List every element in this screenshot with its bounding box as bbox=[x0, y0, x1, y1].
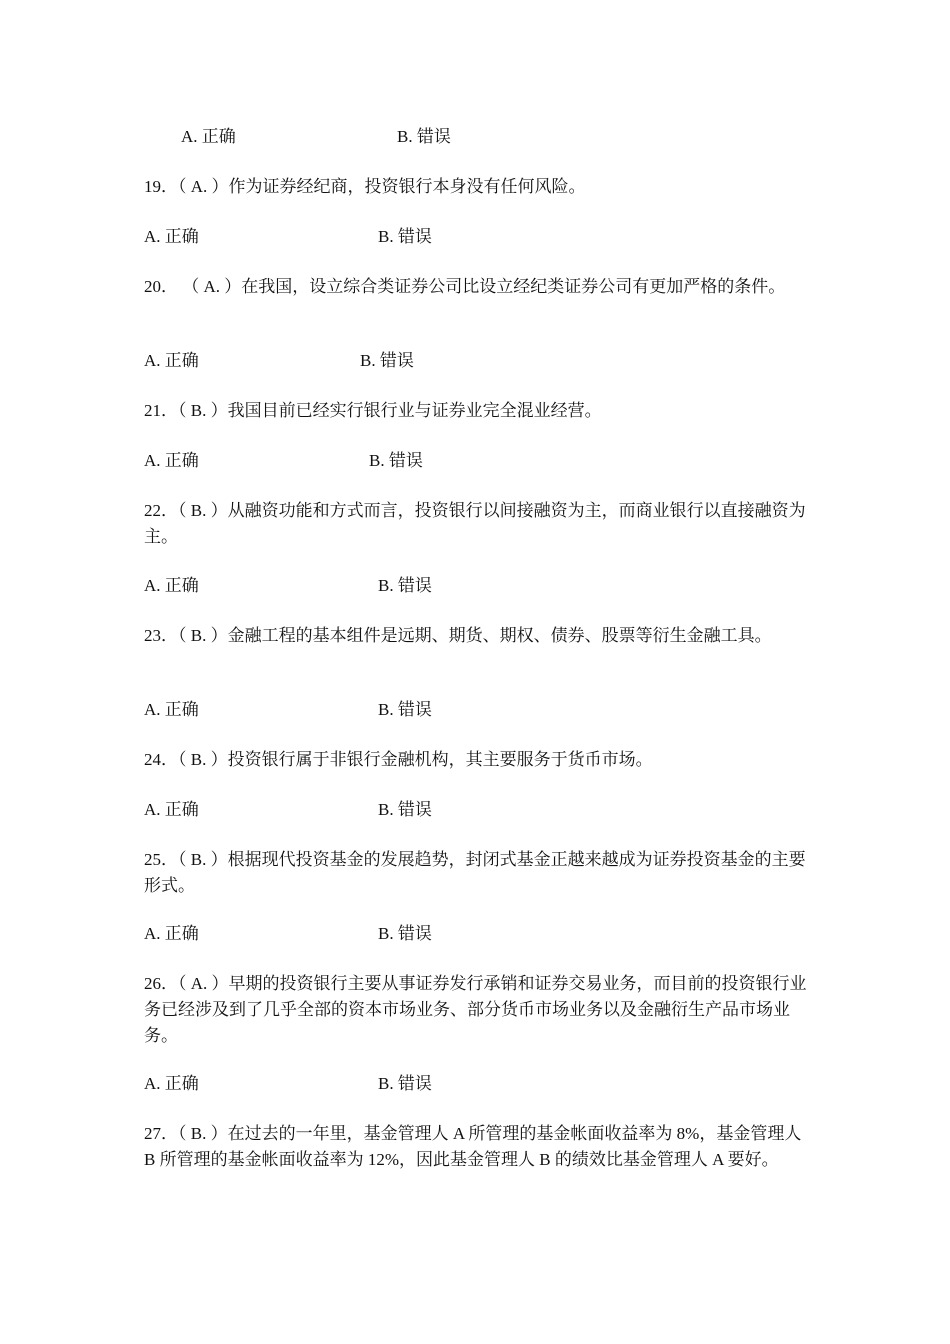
question-19: 19．（ A. ）作为证券经纪商，投资银行本身没有任何风险。 bbox=[144, 177, 586, 196]
question-24: 24．（ B. ）投资银行属于非银行金融机构，其主要服务于货币市场。 bbox=[144, 750, 653, 769]
option-b-q18: B. 错误 bbox=[397, 127, 451, 146]
option-b-q25: B. 错误 bbox=[378, 924, 432, 943]
option-b-q20: B. 错误 bbox=[360, 351, 414, 370]
option-a-q18: A. 正确 bbox=[181, 127, 236, 146]
option-b-q24: B. 错误 bbox=[378, 800, 432, 819]
question-23: 23．（ B. ）金融工程的基本组件是远期、期货、期权、债券、股票等衍生金融工具。 bbox=[144, 626, 772, 645]
option-b-q23: B. 错误 bbox=[378, 700, 432, 719]
option-b-q19: B. 错误 bbox=[378, 227, 432, 246]
question-22: 22．（ B. ）从融资功能和方式而言，投资银行以间接融资为主，而商业银行以直接融资为主。 bbox=[144, 501, 806, 546]
option-a-q24: A. 正确 bbox=[144, 800, 199, 819]
option-a-q26: A. 正确 bbox=[144, 1074, 199, 1093]
option-b-q21: B. 错误 bbox=[369, 451, 423, 470]
option-a-q22: A. 正确 bbox=[144, 576, 199, 595]
option-a-q25: A. 正确 bbox=[144, 924, 199, 943]
option-b-q22: B. 错误 bbox=[378, 576, 432, 595]
question-25: 25．（ B. ）根据现代投资基金的发展趋势，封闭式基金正越来越成为证券投资基金的主要形式。 bbox=[144, 850, 806, 895]
question-20: 20． （ A. ）在我国，设立综合类证券公司比设立经纪类证券公司有更加严格的条件。 bbox=[144, 277, 786, 296]
option-a-q19: A. 正确 bbox=[144, 227, 199, 246]
option-a-q21: A. 正确 bbox=[144, 451, 199, 470]
option-a-q23: A. 正确 bbox=[144, 700, 199, 719]
option-a-q20: A. 正确 bbox=[144, 351, 199, 370]
option-b-q26: B. 错误 bbox=[378, 1074, 432, 1093]
question-26: 26．（ A. ）早期的投资银行主要从事证券发行承销和证券交易业务，而目前的投资银行业务已经涉及到了几乎全部的资本市场业务、部分货币市场业务以及金融衍生产品市场业务。 bbox=[144, 974, 807, 1045]
question-27: 27．（ B. ）在过去的一年里，基金管理人 A 所管理的基金帐面收益率为 8%，基金管理人 B 所管理的基金帐面收益率为 12%，因此基金管理人 B 的绩效比基金管理人 A 要好。 bbox=[144, 1124, 802, 1169]
question-21: 21．（ B. ）我国目前已经实行银行业与证券业完全混业经营。 bbox=[144, 401, 602, 420]
